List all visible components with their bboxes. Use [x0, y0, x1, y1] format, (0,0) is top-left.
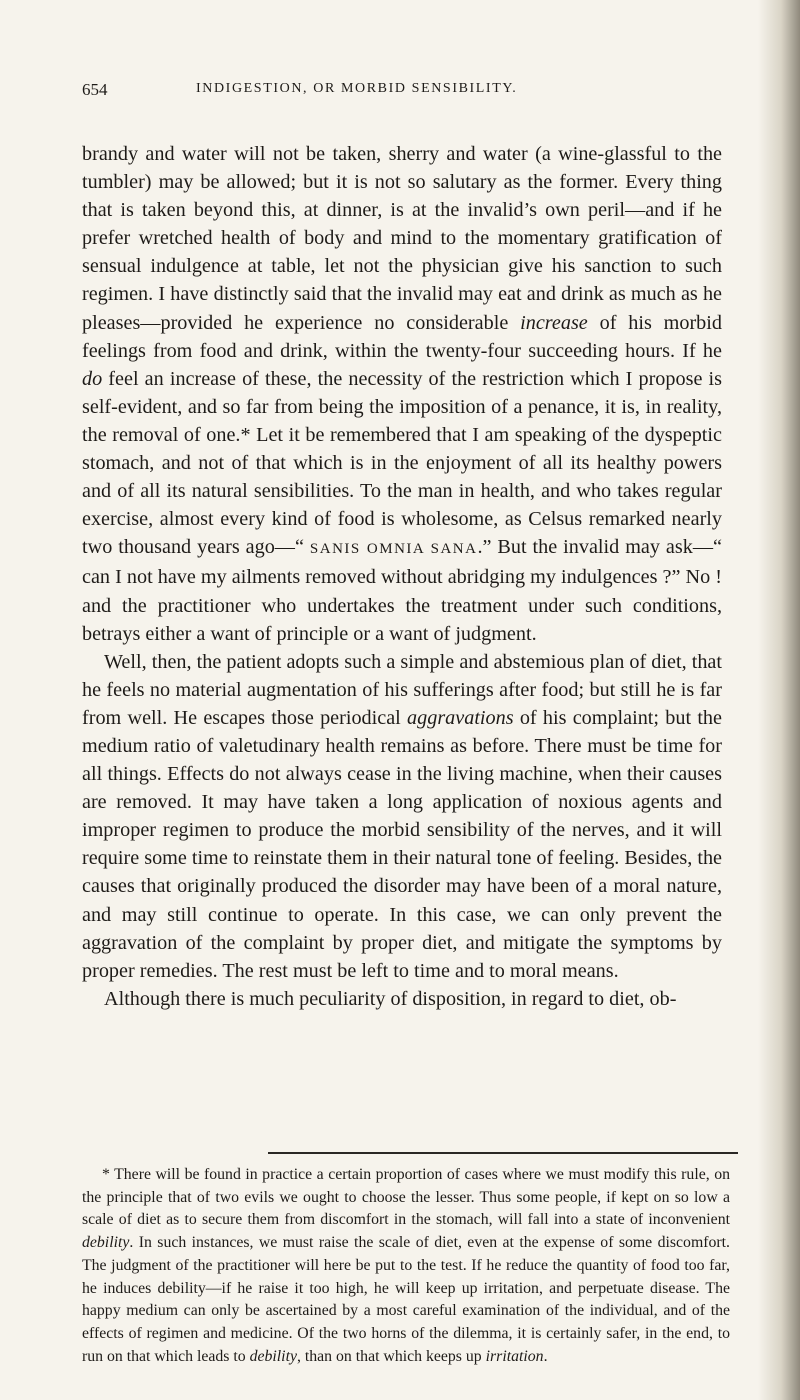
paragraph-3: Although there is much peculiarity of disposition, in regard to diet, ob-	[104, 987, 677, 1010]
text-run: Well, then, the patient adopts such a simple and abstemious plan of diet, that he feels no material augmentation of his sufferings after food; but still he is far from well. He escapes those periodical	[82, 650, 722, 729]
emphasis: debility	[82, 1234, 130, 1252]
body-text	[82, 140, 722, 1013]
page-number: 654	[82, 80, 108, 99]
paragraph-2	[82, 648, 722, 985]
text-run: feel an increase of these, the necessity of the restriction which I propose is self-evident, and so far from being the imposition of a penance, it is, in reality, the removal of one.* Let it be remembered that I am speaking of the dyspeptic stomach, and not of that which is in the enjoyment of all its healthy powers and of all its natural sensibilities. To the man in health, and who takes regular exercise, almost every kind of food is wholesome, as Celsus remarked nearly two thousand years ago—“	[82, 367, 722, 559]
emphasis: do	[82, 367, 103, 390]
footnote-rule	[268, 1152, 738, 1154]
text-run: , than on that which keeps up	[296, 1347, 486, 1365]
emphasis: irritation	[485, 1347, 544, 1365]
running-head: INDIGESTION, OR MORBID SENSIBILITY.	[196, 81, 518, 96]
emphasis: aggravations	[407, 706, 514, 729]
text-run: .	[543, 1347, 548, 1365]
text-run: of his morbid feelings from food and drink, within the twenty-four succeeding hours. If he	[82, 311, 722, 362]
text-run: .” But the invalid may ask—“ can I not have my ailments removed without abridging my indulgences ?” No ! and the practitioner who undertakes the treatment under such conditions, betrays either a want of principle or a want of judgment.	[82, 536, 722, 645]
text-run: . In such instances, we must raise the scale of diet, even at the expense of some discomfort. The judgment of the practitioner will here be put to the test. If he reduce the quantity of food too far, he induces debility—if he raise it too high, he will keep up irritation, and perpetuate disease. The happy medium can only be ascertained by a most careful examination of the individual, and of the effects of regimen and medicine. Of the two horns of the dilemma, it is certainly safer, in the end, to run on that which leads to	[82, 1234, 730, 1365]
text-run: brandy and water will not be taken, sherry and water (a wine-glassful to the tumbler) may be allowed; but it is not so salutary as the former. Every thing that is taken beyond this, at dinner, is at the invalid’s own peril—and if he prefer wretched health of body and mind to the momentary gratification of sensual indulgence at table, let not the physician give his sanction to such regimen. I have distinctly said that the invalid may eat and drink as much as he pleases—provided he experience no considerable	[82, 143, 722, 334]
text-run: * There will be found in practice a certain proportion of cases where we must modify this rule, on the principle that of two evils we ought to choose the lesser. Thus some people, if kept on so low a scale of diet as to secure them from discomfort in the stomach, will fall into a state of inconvenient	[82, 1166, 730, 1229]
page-header	[82, 80, 722, 110]
emphasis: increase	[520, 311, 588, 334]
footnote	[82, 1164, 730, 1368]
paragraph-1	[82, 140, 722, 648]
emphasis: debility	[249, 1347, 297, 1365]
small-caps-quote: SANIS OMNIA SANA	[309, 541, 478, 558]
text-run: of his complaint; but the medium ratio of valetudinary health remains as before. There must be time for all things. Effects do not always cease in the living machine, when their causes are removed. It may have taken a long application of noxious agents and improper regimen to produce the morbid sensibility of the nerves, and it will require some time to reinstate them in their natural tone of feeling. Besides, the causes that originally produced the disorder may have been of a moral nature, and may still continue to operate. In this case, we can only prevent the aggravation of the complaint by proper diet, and mitigate the symptoms by proper remedies. The rest must be left to time and to moral means.	[82, 706, 722, 982]
page-edge-shadow	[758, 0, 800, 1400]
